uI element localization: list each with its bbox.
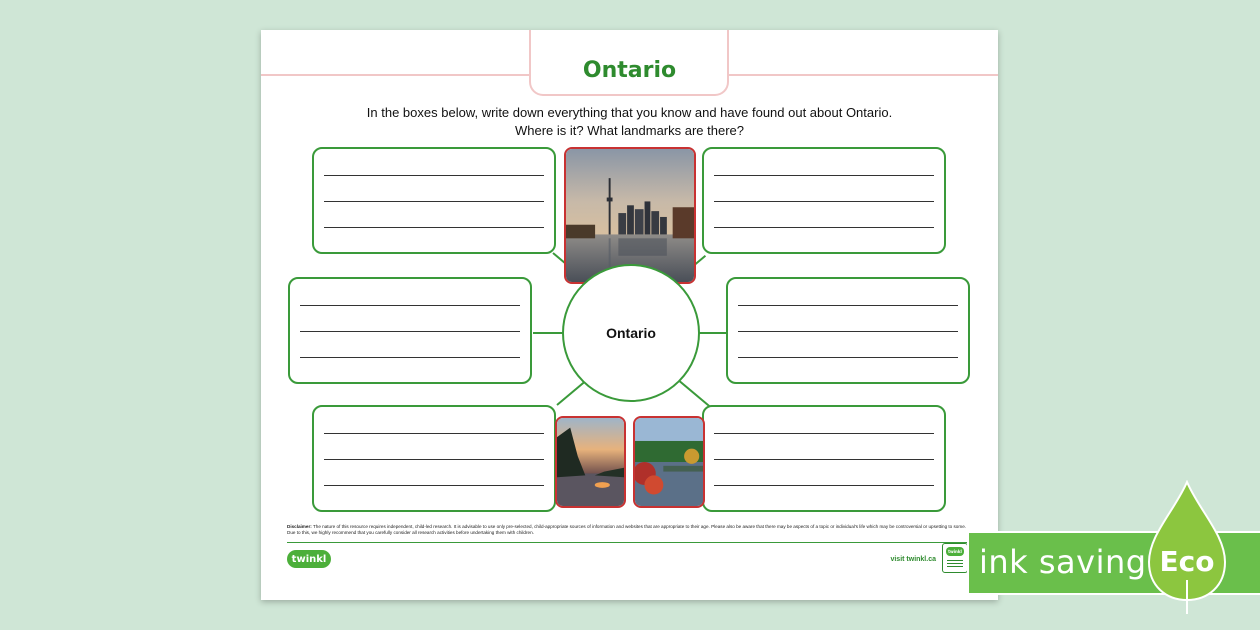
twinkl-logo[interactable]: twinkl bbox=[287, 550, 331, 568]
writing-box-top-left[interactable] bbox=[312, 147, 556, 254]
writing-line bbox=[324, 433, 544, 434]
page-title: Ontario bbox=[582, 58, 677, 83]
center-label: Ontario bbox=[606, 325, 656, 341]
writing-box-mid-left[interactable] bbox=[288, 277, 532, 384]
badge-text: twinkl bbox=[946, 547, 964, 556]
skyline-image bbox=[566, 149, 694, 282]
center-circle bbox=[562, 264, 700, 402]
disclaimer-body: The nature of this resource requires independent, child-led research. It is advisable to use only pre-selected, child-appropriate sources of information and websites that are appropriate to their age. Please also be aware that there may be aspects of a topic or individual's life which may be controversial or upsetting to some. Due to this, we highly recommend that you carefully consider all research activities before undertaking them with children. bbox=[287, 524, 967, 535]
writing-line bbox=[738, 305, 958, 306]
sunset-lake-photo bbox=[555, 416, 626, 508]
instructions bbox=[281, 104, 978, 140]
visit-link[interactable]: visit twinkl.ca bbox=[890, 556, 936, 563]
writing-line bbox=[714, 433, 934, 434]
writing-line bbox=[300, 305, 520, 306]
writing-line bbox=[324, 459, 544, 460]
writing-line bbox=[714, 201, 934, 202]
disclaimer bbox=[287, 524, 972, 536]
writing-line bbox=[324, 485, 544, 486]
writing-line bbox=[714, 227, 934, 228]
writing-line bbox=[714, 175, 934, 176]
writing-line bbox=[324, 201, 544, 202]
worksheet-page bbox=[261, 30, 998, 600]
badge-lines bbox=[947, 560, 963, 561]
writing-box-bottom-left[interactable] bbox=[312, 405, 556, 512]
writing-box-mid-right[interactable] bbox=[726, 277, 970, 384]
instructions-line-2: Where is it? What landmarks are there? bbox=[514, 123, 745, 138]
eco-label: Eco bbox=[1159, 545, 1215, 578]
autumn-lake-photo bbox=[633, 416, 705, 508]
writing-line bbox=[738, 331, 958, 332]
writing-line bbox=[738, 357, 958, 358]
writing-box-top-right[interactable] bbox=[702, 147, 946, 254]
writing-line bbox=[714, 459, 934, 460]
connector-mid-right bbox=[699, 332, 727, 334]
footer-rule bbox=[287, 542, 972, 543]
connector-mid-left bbox=[533, 332, 563, 334]
writing-line bbox=[714, 485, 934, 486]
disclaimer-heading: Disclaimer: bbox=[287, 524, 312, 529]
writing-box-bottom-right[interactable] bbox=[702, 405, 946, 512]
writing-line bbox=[324, 227, 544, 228]
quality-badge-icon bbox=[942, 543, 968, 573]
ink-saving-text: ink saving bbox=[979, 543, 1147, 581]
writing-line bbox=[324, 175, 544, 176]
instructions-line-1: In the boxes below, write down everything that you know and have found out about Ontario. bbox=[366, 105, 893, 120]
sunset-image bbox=[557, 418, 624, 506]
autumn-image bbox=[635, 418, 703, 506]
writing-line bbox=[300, 357, 520, 358]
writing-line bbox=[300, 331, 520, 332]
